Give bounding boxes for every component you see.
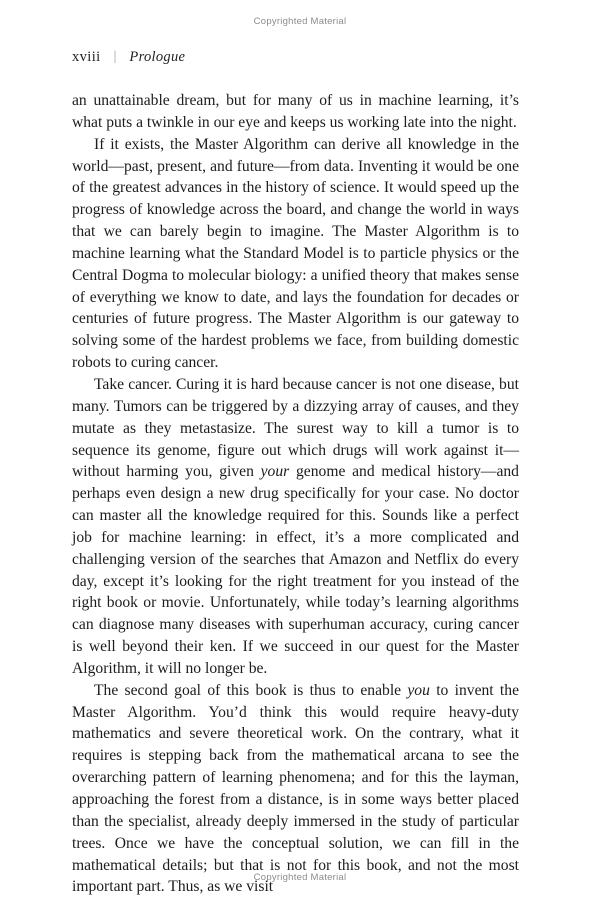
text-segment: Take cancer. Curing it is hard because cancer is not one disease, but many. Tumors can be triggered by a dizzying array of causes, and they mutate as they metastasize. The surest way to kill a tumor is to sequence its genome, figure out which drugs will work against it—without harming you, given	[72, 375, 519, 481]
text-segment: to invent the Master Algorithm. You’d think this would require heavy-duty mathematics and severe theoretical work. On the contrary, what it requires is stepping back from the mathematical arcana to see the overarching pattern of learning phenomena; and for this the layman, approaching the forest from a distance, is in some ways better placed than the specialist, already deeply immersed in the study of particular trees. Once we have the conceptual solution, we can fill in the mathematical details; but that is not for this book, and not the most important part. Thus, as we visit	[72, 681, 519, 896]
text-segment: genome and medical history—and perhaps even design a new drug specifically for your case. No doctor can master all the knowledge required for this. Sounds like a perfect job for machine learning: in effect, it’s a more complicated and challenging version of the searches that Amazon and Netflix do every day, except it’s looking for the right treatment for you instead of the right book or movie. Unfortunately, while today’s learning algorithms can diagnose many diseases with superhuman accuracy, curing cancer is well beyond their ken. If we succeed in our quest for the Master Algorithm, it will no longer be.	[72, 463, 519, 677]
body-text	[72, 90, 519, 898]
italic-text-segment: your	[260, 463, 290, 481]
paragraph	[72, 680, 519, 898]
header-separator: |	[113, 49, 117, 64]
copyright-notice-top: Copyrighted Material	[253, 16, 347, 27]
text-segment: If it exists, the Master Algorithm can derive all knowledge in the world—past, present, and future—from data. Inventing it would be one of the greatest advances in the history of science. It would speed up the progress of knowledge across the board, and change the world in ways that we can barely begin to imagine. The Master Algorithm is to machine learning what the Standard Model is to particle physics or the Central Dogma to molecular biology: a unified theory that makes sense of everything we know to date, and lays the foundation for decades or centuries of future progress. The Master Algorithm is our gateway to solving some of the hardest problems we face, from building domestic robots to curing cancer.	[72, 135, 519, 372]
text-segment: The second goal of this book is thus to enable	[94, 681, 408, 699]
copyright-notice-bottom: Copyrighted Material	[253, 872, 347, 883]
running-header	[72, 49, 185, 66]
paragraph	[72, 374, 519, 680]
section-title: Prologue	[129, 49, 186, 65]
italic-text-segment: you	[407, 681, 430, 699]
text-segment: an unattainable dream, but for many of us in machine learning, it’s what puts a twinkle in our eye and keeps us working late into the night.	[72, 92, 519, 131]
page-number: xviii	[72, 49, 101, 65]
paragraph	[72, 90, 519, 134]
paragraph	[72, 134, 519, 374]
